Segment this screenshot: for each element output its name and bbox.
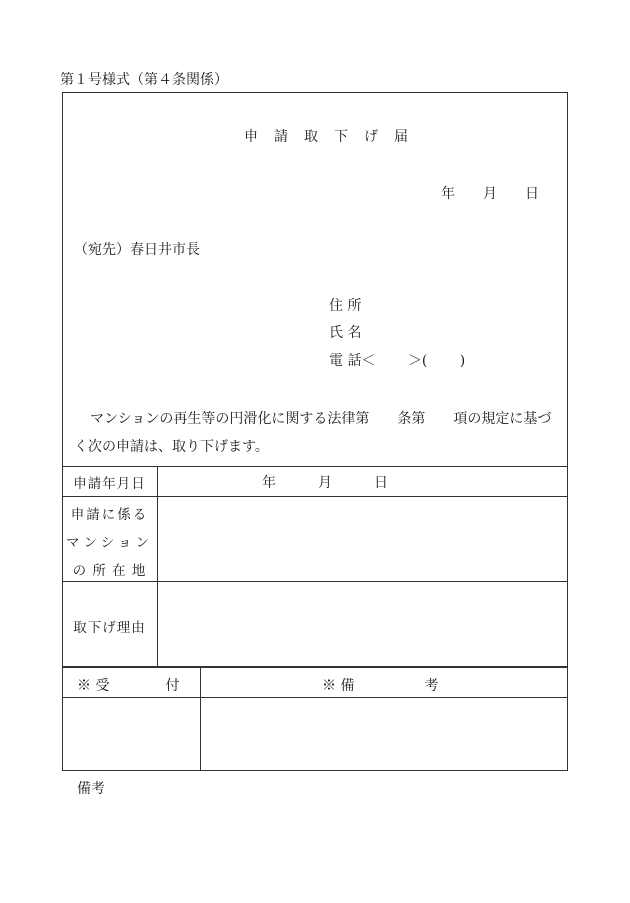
table-row1-rule xyxy=(62,496,568,497)
location-label-line1: 申請に係る xyxy=(70,507,149,523)
name-label: 氏 名 xyxy=(329,325,362,341)
reception-label: ※ 受 付 xyxy=(77,678,180,694)
form-number: 第１号様式（第４条関係） xyxy=(60,72,228,88)
phone-label: 電 話＜ ＞( ) xyxy=(329,353,466,369)
note-label: 備考 xyxy=(77,781,105,797)
table-top-rule xyxy=(62,466,568,467)
table-column-divider xyxy=(157,466,158,667)
remarks-label: ※ 備 考 xyxy=(322,678,439,694)
date-line: 年 月 日 xyxy=(441,186,539,202)
table-row2-rule xyxy=(62,581,568,582)
body-text-line2: く次の申請は、取り下げます。 xyxy=(74,439,269,455)
withdrawal-reason-label: 取下げ理由 xyxy=(73,620,146,636)
location-label-line2: マンション xyxy=(66,535,153,551)
application-date-label: 申請年月日 xyxy=(73,476,146,492)
footer-header-rule xyxy=(62,697,568,698)
footer-column-divider xyxy=(200,667,201,771)
location-label-line3: の 所 在 地 xyxy=(72,563,147,579)
body-text-line1: マンションの再生等の円滑化に関する法律第 条第 項の規定に基づ xyxy=(90,411,552,427)
address-label: 住 所 xyxy=(329,298,362,314)
application-date-value: 年 月 日 xyxy=(262,475,388,491)
form-title: 申 請 取 下 げ 届 xyxy=(244,129,409,145)
addressee: （宛先）春日井市長 xyxy=(74,242,200,258)
